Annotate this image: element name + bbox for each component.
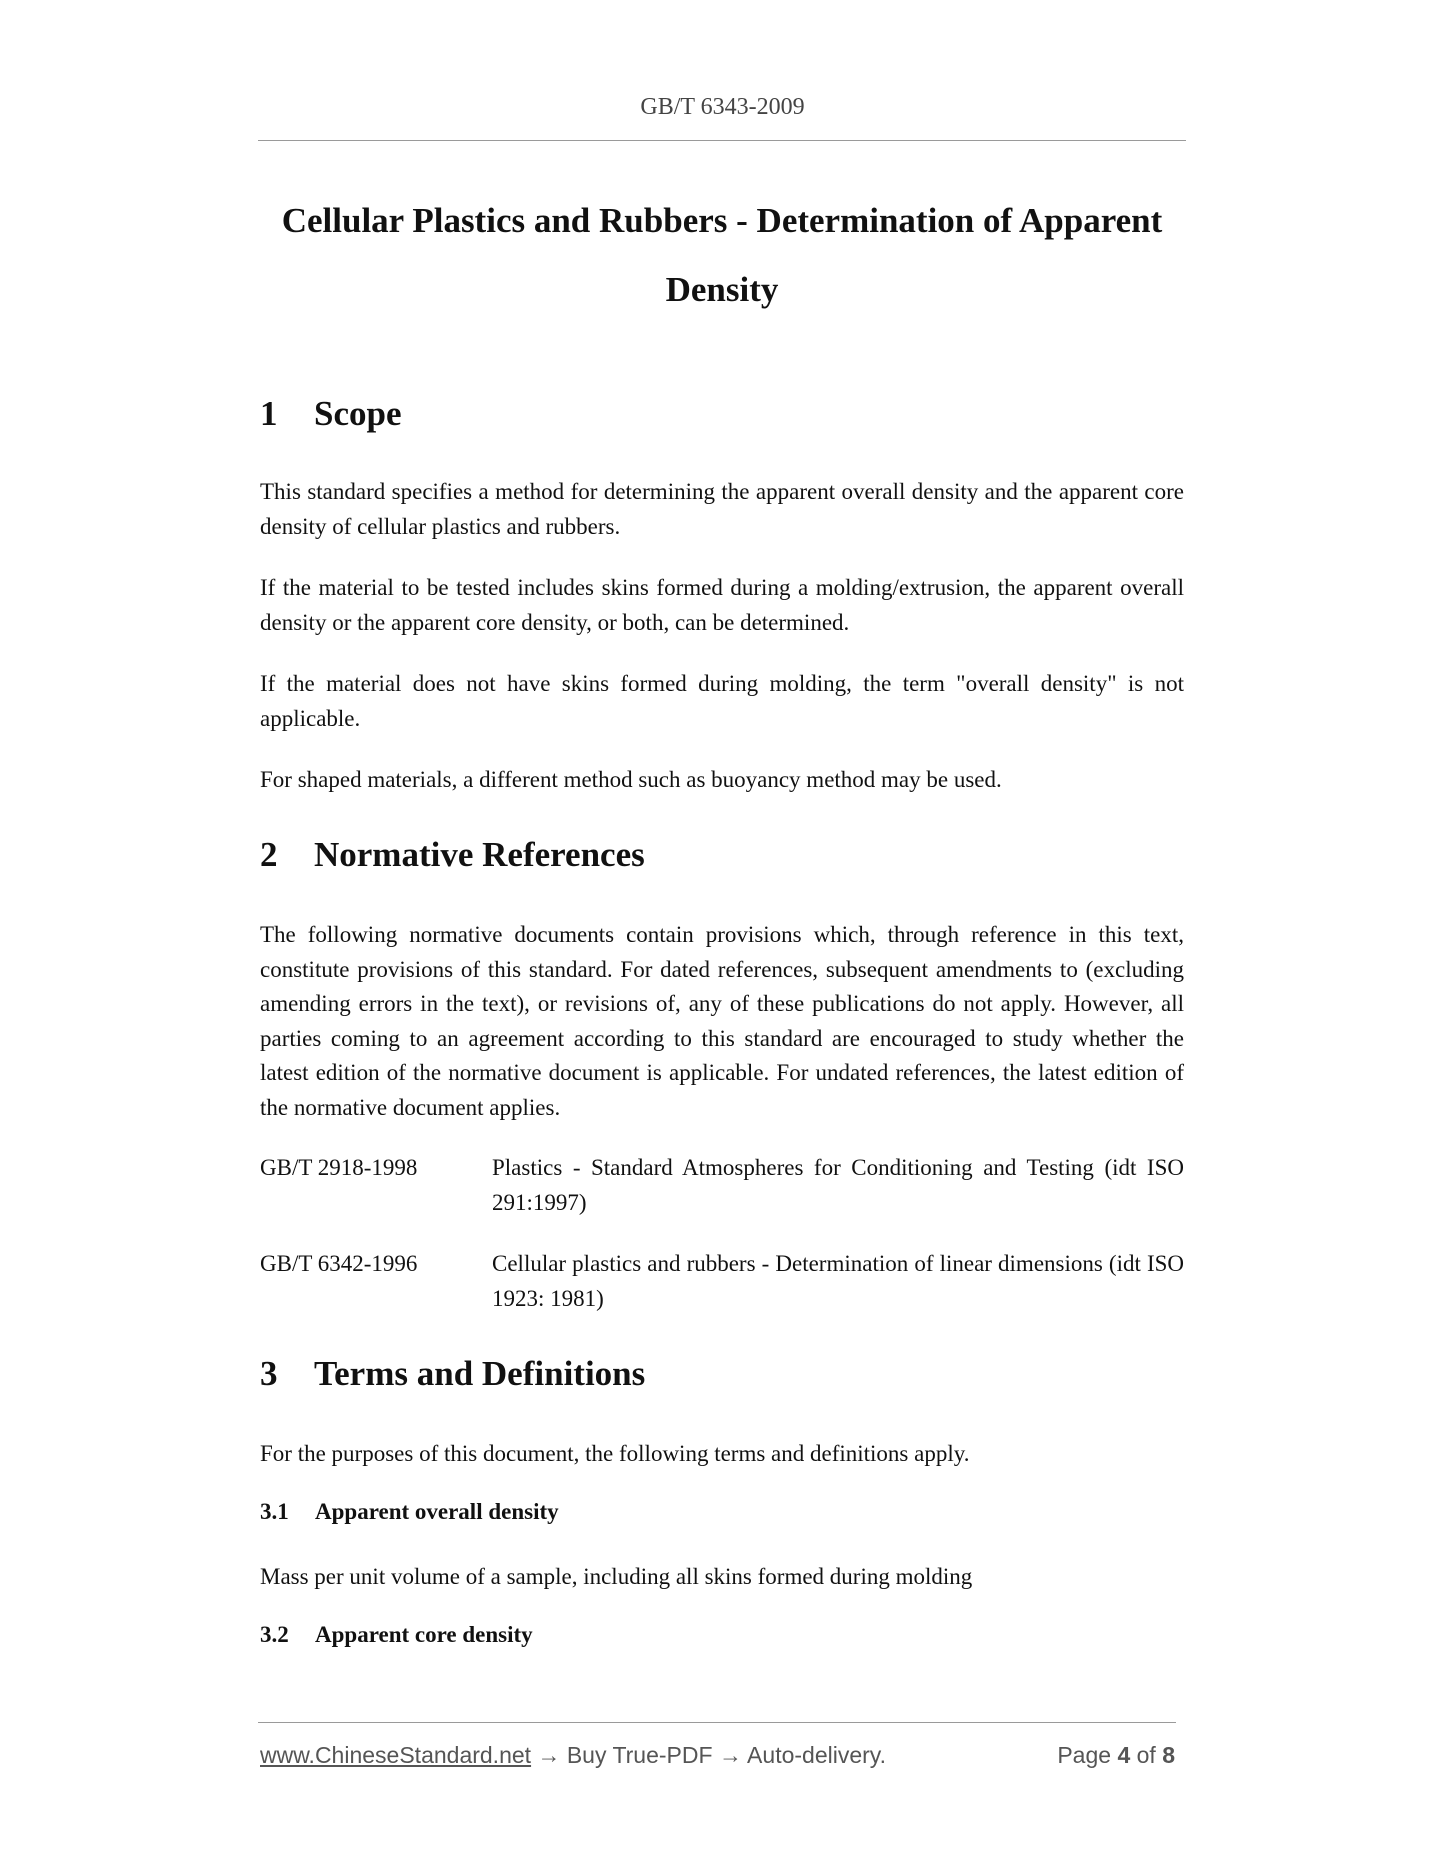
section-heading-terms-and-definitions (260, 1354, 645, 1394)
term-definition: Mass per unit volume of a sample, including all skins formed during molding (260, 1564, 973, 1589)
footer-promo-text: → Buy True-PDF → Auto-delivery. (537, 1742, 886, 1768)
section-title: Scope (314, 394, 402, 433)
reference-code: GB/T 6342-1996 (260, 1251, 418, 1276)
term-title: Apparent core density (315, 1622, 533, 1647)
page-total: 8 (1162, 1742, 1175, 1768)
section-title: Terms and Definitions (314, 1354, 646, 1393)
document-title-line-1: Cellular Plastics and Rubbers - Determination of Apparent (281, 201, 1163, 240)
document-title (258, 186, 1186, 324)
section-heading-scope (260, 394, 402, 434)
section-heading-normative-references (260, 835, 645, 875)
page-of-label: of (1136, 1742, 1156, 1768)
paragraph: For the purposes of this document, the following terms and definitions apply. (260, 1441, 970, 1466)
reference-title: Cellular plastics and rubbers - Determination of linear dimensions (idt ISO 1923: 1981) (492, 1251, 1184, 1311)
reference-title: Plastics - Standard Atmospheres for Conditioning and Testing (idt ISO 291:1997) (492, 1155, 1184, 1215)
page-indicator (1057, 1742, 1175, 1769)
term-heading (260, 1499, 559, 1525)
section-number: 1 (260, 394, 278, 433)
website-link[interactable]: www.ChineseStandard.net (260, 1742, 532, 1768)
footer-divider (258, 1722, 1176, 1723)
paragraph: The following normative documents contain provisions which, through reference in this text, constitute provisions of this standard. For dated references, subsequent amendments to (excluding amending errors in the text), or revisions of, any of these publications do not apply. However, all parties coming to an agreement according to this standard are encouraged to study whether the latest edition of the normative document is applicable. For undated references, the latest edition of the normative document applies. (260, 922, 1184, 1120)
footer-promo (260, 1742, 886, 1769)
page-label: Page (1057, 1742, 1112, 1768)
paragraph: For shaped materials, a different method such as buoyancy method may be used. (260, 767, 1002, 792)
header-divider (258, 140, 1186, 141)
page-current: 4 (1117, 1742, 1131, 1768)
term-heading (260, 1622, 533, 1648)
section-number: 2 (260, 835, 278, 874)
section-number: 3 (260, 1354, 278, 1393)
reference-code: GB/T 2918-1998 (260, 1155, 418, 1180)
paragraph: If the material does not have skins formed during molding, the term "overall density" is not applicable. (260, 671, 1184, 731)
term-title: Apparent overall density (315, 1499, 559, 1524)
document-title-line-2: Density (665, 270, 779, 309)
term-number: 3.1 (260, 1499, 289, 1524)
section-title: Normative References (314, 835, 645, 874)
paragraph: If the material to be tested includes skins formed during a molding/extrusion, the apparent overall density or the apparent core density, or both, can be determined. (260, 575, 1184, 635)
header-standard-code: GB/T 6343-2009 (640, 94, 805, 120)
term-number: 3.2 (260, 1622, 289, 1647)
paragraph: This standard specifies a method for determining the apparent overall density and the apparent core density of cellular plastics and rubbers. (260, 479, 1184, 539)
